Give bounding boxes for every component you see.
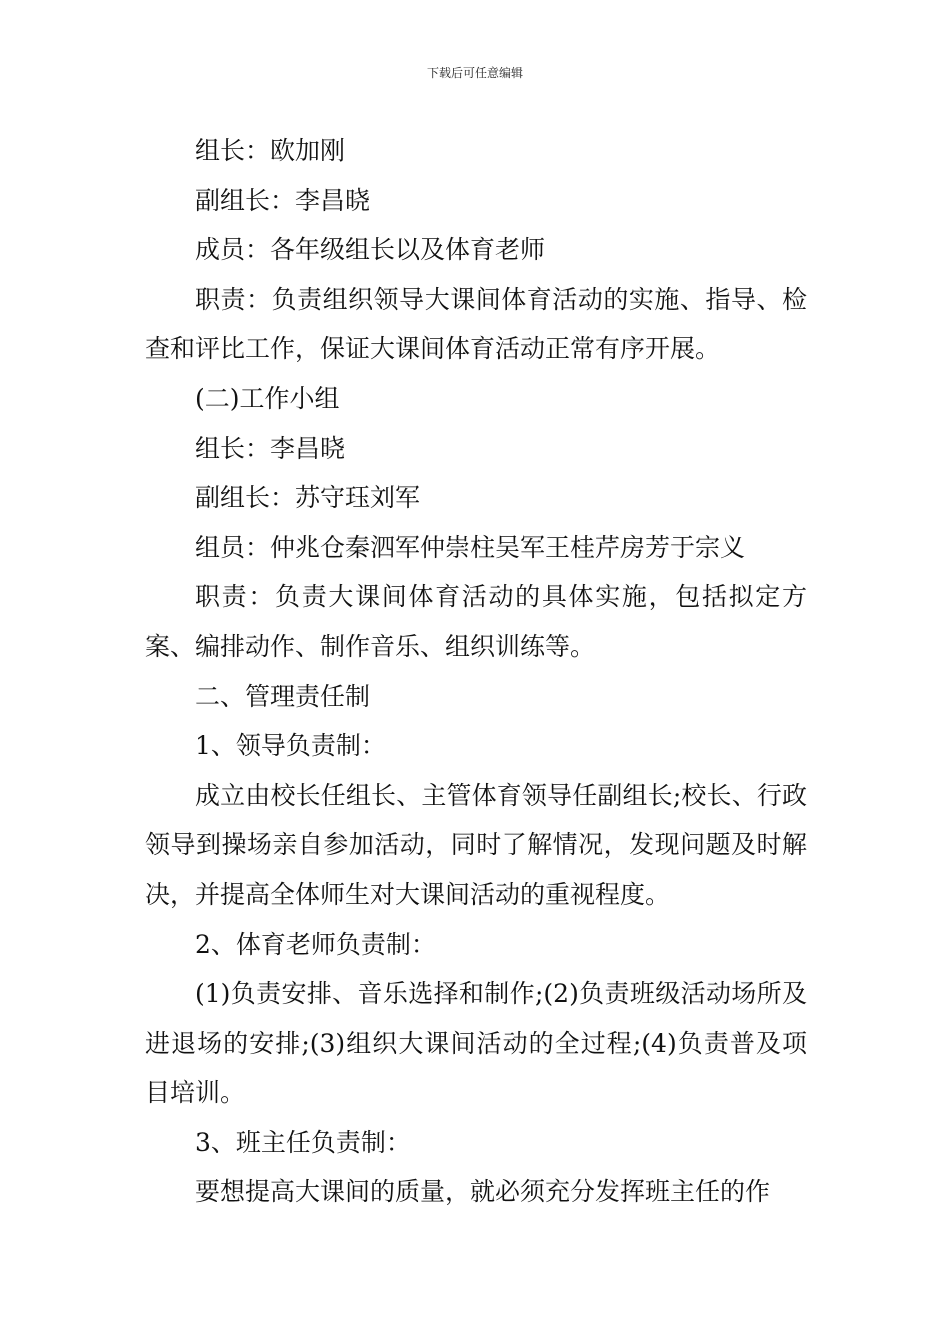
subheading-leadership-responsibility: 1、领导负责制： xyxy=(195,731,386,761)
paragraph-leader: 组长：欧加刚 xyxy=(195,136,346,165)
paragraph-deputy-leader: 副组长：李昌晓 xyxy=(195,185,371,215)
document-body xyxy=(145,126,807,1217)
paragraph-duties-leadership: 职责：负责组织领导大课间体育活动的实施、指导、检查和评比工作，保证大课间体育活动正常有序开展。 xyxy=(145,284,807,364)
paragraph-work-group-deputy: 副组长：苏守珏刘军 xyxy=(195,483,421,513)
paragraph-leadership-responsibility: 成立由校长任组长、主管体育领导任副组长;校长、行政领导到操场亲自参加活动，同时了解情况，发现问题及时解决，并提高全体师生对大课间活动的重视程度。 xyxy=(145,780,807,909)
paragraph-class-teacher-responsibility: 要想提高大课间的质量，就必须充分发挥班主任的作 xyxy=(195,1177,771,1207)
paragraph-pe-teacher-responsibility: (1)负责安排、音乐选择和制作;(2)负责班级活动场所及进退场的安排;(3)组织大课间活动的全过程;(4)负责普及项目培训。 xyxy=(145,979,807,1108)
paragraph-duties-work-group: 职责：负责大课间体育活动的具体实施，包括拟定方案、编排动作、制作音乐、组织训练等。 xyxy=(145,582,807,661)
section-heading-management: 二、管理责任制 xyxy=(195,681,371,711)
subheading-class-teacher-responsibility: 3、班主任负责制： xyxy=(195,1127,411,1157)
page-header: 下载后可任意编辑 xyxy=(426,66,523,80)
section-heading-work-group: (二)工作小组 xyxy=(195,383,340,413)
subheading-pe-teacher-responsibility: 2、体育老师负责制： xyxy=(195,929,436,959)
paragraph-members: 成员：各年级组长以及体育老师 xyxy=(195,235,546,265)
paragraph-work-group-members: 组员：仲兆仓秦泗军仲崇柱吴军王桂芹房芳于宗义 xyxy=(195,532,746,562)
paragraph-work-group-leader: 组长：李昌晓 xyxy=(195,433,346,463)
